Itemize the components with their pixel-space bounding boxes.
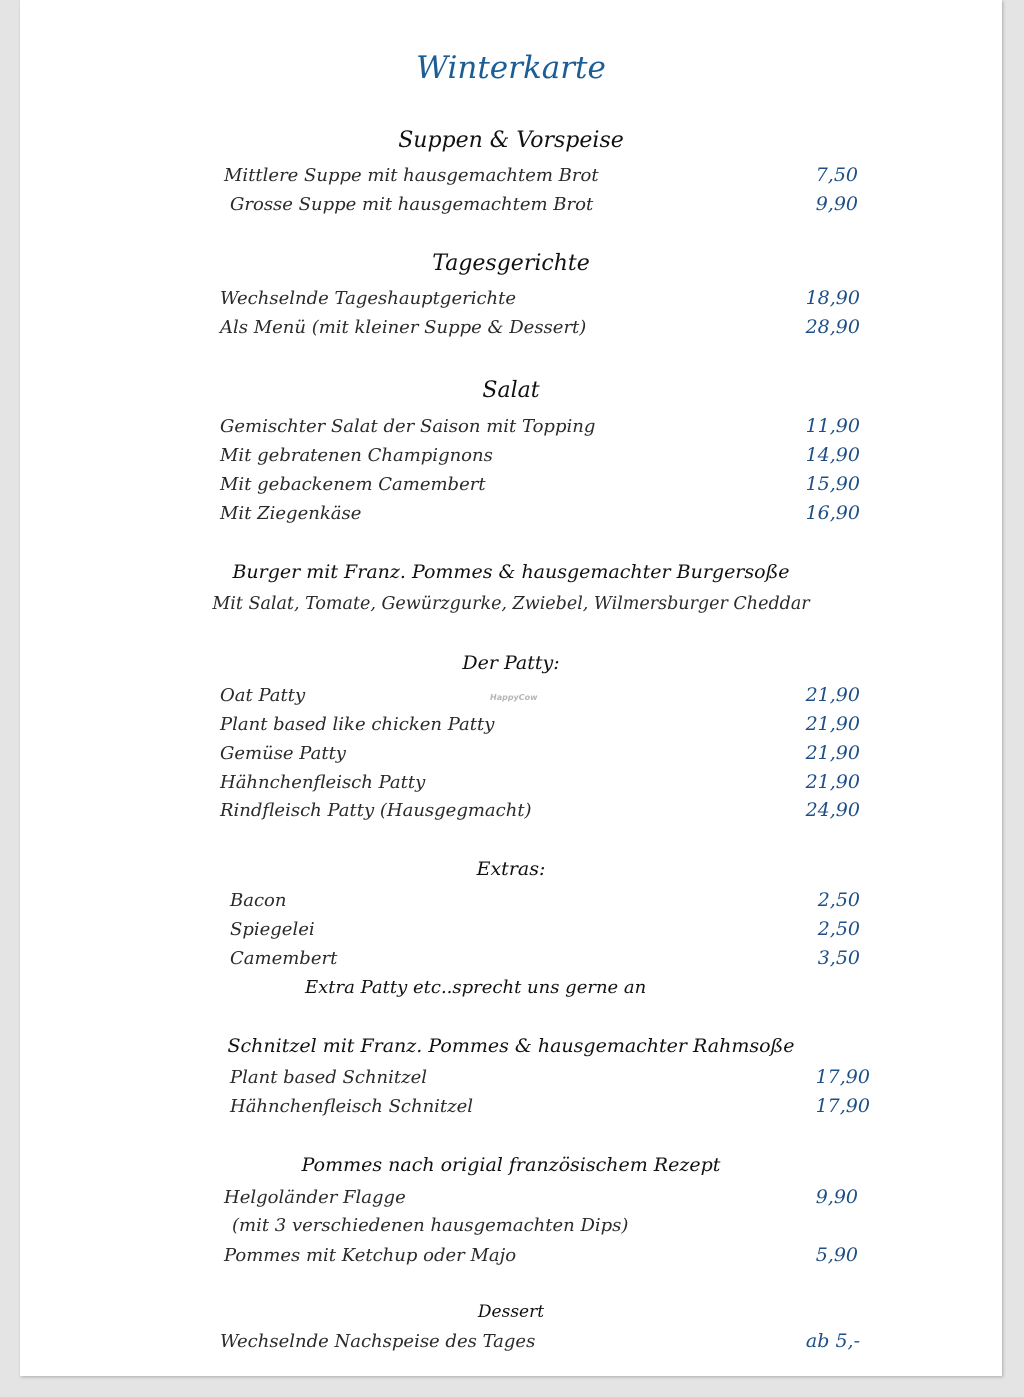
menu-item-price: 21,90: [805, 742, 860, 764]
menu-item-price: 17,90: [815, 1095, 870, 1117]
menu-item-name: Mit gebratenen Champignons: [220, 445, 493, 466]
extras-note: Extra Patty etc..sprecht uns gerne an: [305, 977, 647, 998]
menu-item-price: 21,90: [805, 771, 860, 793]
menu-item-name: Gemischter Salat der Saison mit Topping: [220, 416, 596, 437]
menu-item-price: 18,90: [805, 287, 860, 309]
menu-item-name: Pommes mit Ketchup oder Majo: [224, 1245, 517, 1266]
menu-item-name: Mit Ziegenkäse: [220, 503, 362, 524]
menu-item-name: Als Menü (mit kleiner Suppe & Dessert): [220, 317, 587, 338]
menu-title: Winterkarte: [416, 50, 606, 86]
menu-item-name: Plant based like chicken Patty: [220, 714, 495, 735]
menu-item-name: Camembert: [230, 948, 338, 969]
menu-item-name: Hähnchenfleisch Patty: [220, 772, 426, 793]
section-heading-tagesgerichte: Tagesgerichte: [432, 251, 590, 276]
menu-item-price: 28,90: [805, 316, 860, 338]
section-heading-pommes: Pommes nach origial französischem Rezept: [301, 1154, 721, 1176]
section-heading-salat: Salat: [482, 378, 540, 403]
menu-item-price: 2,50: [817, 918, 860, 940]
menu-item-name: Rindfleisch Patty (Hausgegmacht): [220, 800, 532, 821]
menu-item-name: Plant based Schnitzel: [230, 1067, 428, 1088]
menu-item-price: 3,50: [817, 947, 860, 969]
burger-subtitle: Mit Salat, Tomate, Gewürzgurke, Zwiebel, Wilmersburger Cheddar: [212, 594, 810, 614]
menu-item-name: Bacon: [230, 890, 287, 911]
menu-item-name: Spiegelei: [230, 919, 315, 940]
menu-item-price: 7,50: [815, 164, 858, 186]
menu-page: [20, 0, 1002, 1376]
menu-item-name: Hähnchenfleisch Schnitzel: [230, 1096, 474, 1117]
section-heading-burger: Burger mit Franz. Pommes & hausgemachter Burgersoße: [232, 561, 790, 583]
menu-item-price: 15,90: [805, 473, 860, 495]
menu-item-price: 9,90: [815, 193, 858, 215]
menu-item-name: Gemüse Patty: [220, 743, 346, 764]
section-heading-dessert: Dessert: [477, 1302, 545, 1322]
menu-item-price: 16,90: [805, 502, 860, 524]
menu-item-price: ab 5,-: [805, 1330, 860, 1352]
menu-item-name: Helgoländer Flagge: [224, 1187, 406, 1208]
menu-item-price: 11,90: [805, 415, 860, 437]
menu-item-price: 9,90: [815, 1186, 858, 1208]
section-heading-extras: Extras:: [476, 858, 546, 880]
menu-item-name: Grosse Suppe mit hausgemachtem Brot: [230, 194, 594, 215]
menu-item-name: Wechselnde Tageshauptgerichte: [220, 288, 517, 309]
menu-item-price: 14,90: [805, 444, 860, 466]
section-heading-suppen: Suppen & Vorspeise: [398, 128, 624, 153]
section-heading-patty: Der Patty:: [462, 652, 560, 674]
menu-item-name: Mittlere Suppe mit hausgemachtem Brot: [224, 165, 599, 186]
menu-item-price: 17,90: [815, 1066, 870, 1088]
menu-item-price: 21,90: [805, 713, 860, 735]
menu-item-name: Mit gebackenem Camembert: [220, 474, 486, 495]
menu-item-price: 2,50: [817, 889, 860, 911]
menu-item-price: 5,90: [815, 1244, 858, 1266]
menu-item-price: 24,90: [805, 799, 860, 821]
menu-item-name: Wechselnde Nachspeise des Tages: [220, 1331, 536, 1352]
menu-item-name: Oat Patty: [220, 685, 306, 706]
menu-item-price: 21,90: [805, 684, 860, 706]
section-heading-schnitzel: Schnitzel mit Franz. Pommes & hausgemachter Rahmsoße: [227, 1035, 795, 1057]
menu-item-detail: (mit 3 verschiedenen hausgemachten Dips): [232, 1215, 629, 1236]
watermark: HappyCow: [490, 693, 538, 702]
